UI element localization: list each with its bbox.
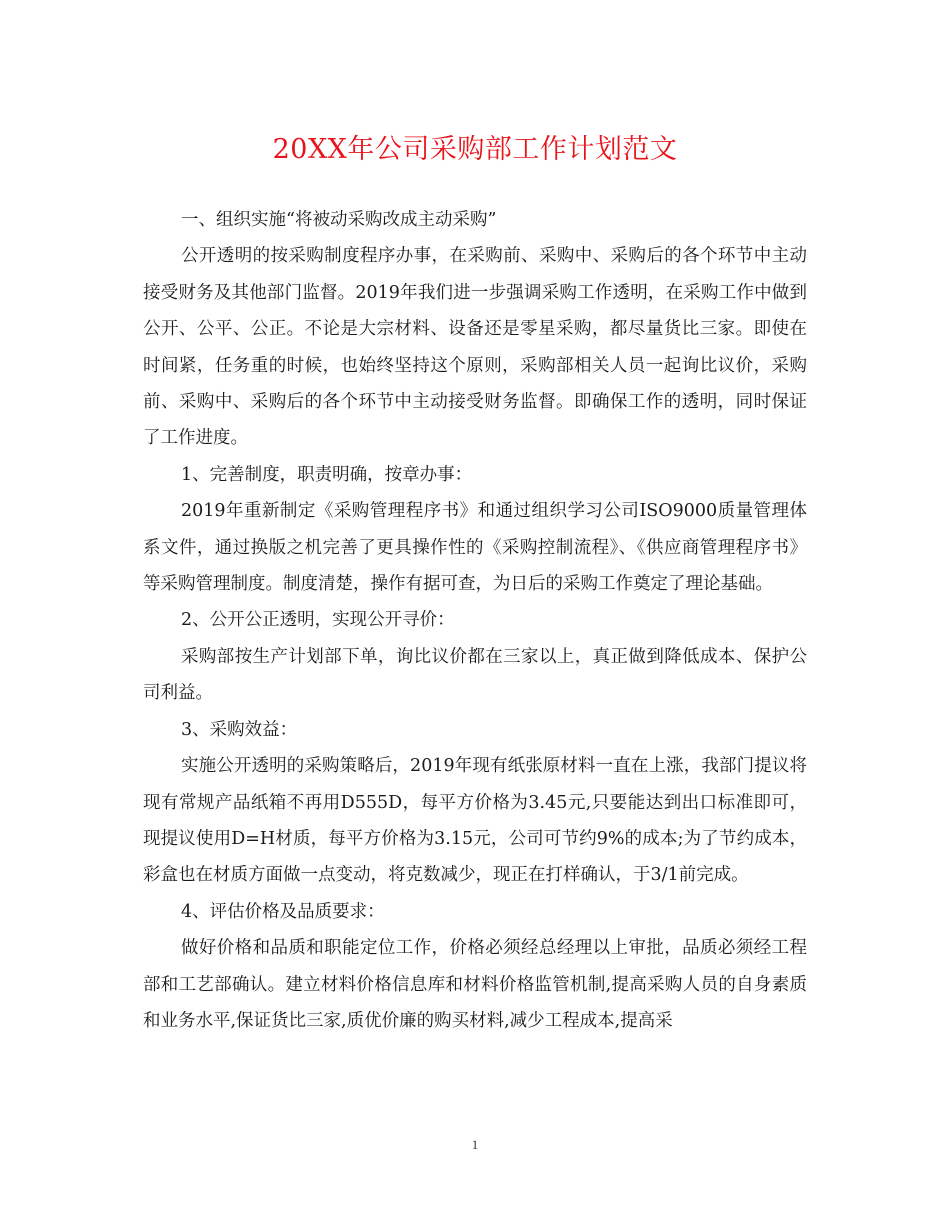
subsection-heading: 3、采购效益：: [181, 719, 298, 740]
subsection-heading: 2、公开公正透明，实现公开寻价：: [181, 610, 455, 631]
page-number: 1: [471, 1137, 479, 1152]
body-paragraph: 实施公开透明的采购策略后，2019年现有纸张原材料一直在上涨，我部门提议将现有常规产品纸箱不再用D555D，每平方价格为3.45元,只要能达到出口标准即可，现提议使用D=H材质，每平方价格为3.15元，公司可节约9%的成本;为了节约成本，彩盒也在材质方面做一点变动，将克数减少，现正在打样确认，于3/1前完成。: [143, 756, 807, 886]
section-heading: 一、组织实施“将被动采购改成主动采购”: [181, 210, 497, 230]
document-body: [143, 202, 807, 1039]
body-paragraph: 公开透明的按采购制度程序办事，在采购前、采购中、采购后的各个环节中主动接受财务及其他部门监督。2019年我们进一步强调采购工作透明，在采购工作中做到公开、公平、公正。不论是大宗材料、设备还是零星采购，都尽量货比三家。即使在时间紧，任务重的时候，也始终坚持这个原则，采购部相关人员一起询比议价，采购前、采购中、采购后的各个环节中主动接受财务监督。即确保工作的透明，同时保证了工作进度。: [143, 246, 807, 449]
subsection-heading: 1、完善制度，职责明确，按章办事：: [181, 464, 473, 485]
body-paragraph: 2019年重新制定《采购管理程序书》和通过组织学习公司ISO9000质量管理体系文件，通过换版之机完善了更具操作性的《采购控制流程》、《供应商管理程序书》等采购管理制度。制度清楚，操作有据可查，为日后的采购工作奠定了理论基础。: [143, 501, 807, 595]
body-paragraph: 做好价格和品质和职能定位工作，价格必须经总经理以上审批，品质必须经工程部和工艺部确认。建立材料价格信息库和材料价格监管机制,提高采购人员的自身素质和业务水平,保证货比三家,质优价廉的购买材料,减少工程成本,提高采: [143, 938, 807, 1031]
subsection-heading: 4、评估价格及品质要求：: [181, 901, 385, 922]
document-title: 20XX年公司采购部工作计划范文: [272, 134, 678, 165]
body-paragraph: 采购部按生产计划部下单，询比议价都在三家以上，真正做到降低成本、保护公司利益。: [143, 646, 807, 704]
